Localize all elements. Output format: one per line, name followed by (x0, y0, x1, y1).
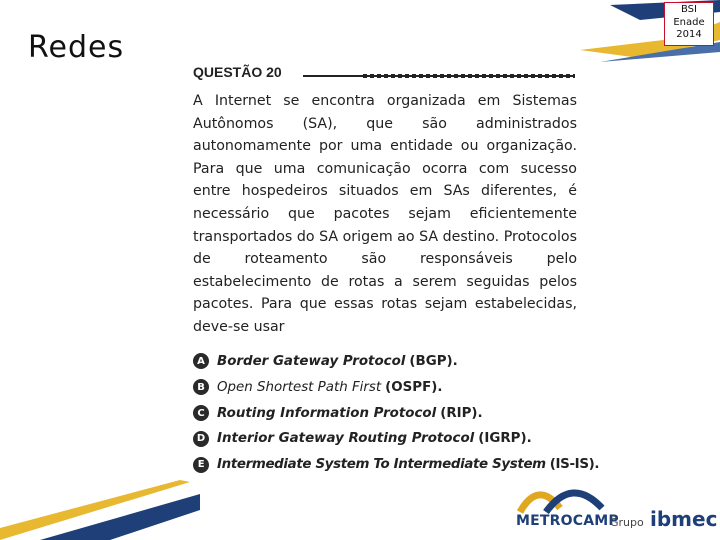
option-abbr: (BGP). (409, 353, 458, 369)
option-name: Interior Gateway Routing Protocol (217, 431, 475, 447)
badge-line-2: Enade (673, 16, 705, 28)
question-block (193, 60, 600, 478)
option-abbr: (IGRP). (478, 431, 532, 447)
option-name: Border Gateway Protocol (217, 353, 406, 369)
option-d[interactable] (193, 426, 577, 452)
option-letter-icon: E (193, 457, 209, 473)
question-header (193, 60, 577, 88)
group-label: Grupo (610, 516, 644, 529)
metrocamp-ibmec-logo (512, 478, 718, 536)
option-name: Routing Information Protocol (217, 405, 437, 421)
option-abbr: (RIP). (440, 405, 483, 421)
option-letter-icon: C (193, 405, 209, 421)
group-brand: ibmec (650, 507, 718, 531)
option-letter-icon: B (193, 379, 209, 395)
option-abbr: (OSPF). (385, 379, 443, 395)
badge-line-1: BSI (681, 4, 697, 15)
brand-name: METROCAMP (516, 513, 619, 529)
option-e[interactable] (193, 452, 600, 478)
bottom-decoration (0, 480, 200, 540)
question-text: A Internet se encontra organizada em Sistemas Autônomos (SA), que são administrados autonomamente por uma entidade ou organização. Para que uma comunicação ocorra com sucesso entre hospedeiros situados em SAs diferentes, é necessário que pacotes sejam eficientemente transportados do SA origem ao SA destino. Protocolos de roteamento são responsáveis pelo estabelecimento de rotas a serem seguidas pelos pacotes. Para que essas rotas sejam estabelecidas, deve-se usar (193, 93, 577, 335)
answer-options (193, 349, 600, 478)
metrocamp-arc-icon (516, 478, 606, 514)
badge-line-3: 2014 (676, 29, 702, 40)
option-b[interactable] (193, 374, 577, 400)
option-a[interactable] (193, 349, 577, 375)
enade-badge (664, 2, 714, 46)
header-dotted-rule (363, 74, 575, 78)
option-letter-icon: A (193, 353, 209, 369)
option-name: Open Shortest Path First (217, 379, 382, 395)
option-c[interactable] (193, 400, 577, 426)
question-label: QUESTÃO 20 (193, 64, 282, 80)
option-letter-icon: D (193, 431, 209, 447)
option-name: Intermediate System To Intermediate System (217, 457, 546, 473)
option-abbr: (IS-IS). (549, 457, 600, 473)
slide-title: Redes (28, 30, 125, 65)
